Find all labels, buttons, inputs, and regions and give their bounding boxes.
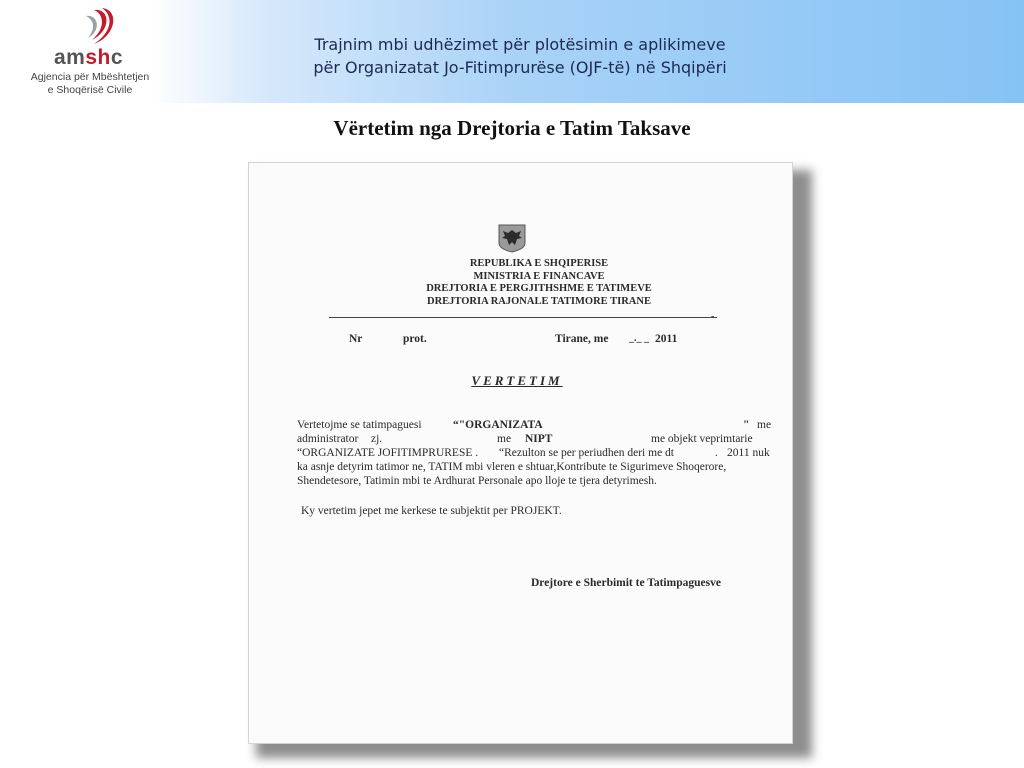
header-title bbox=[270, 33, 770, 79]
body-text: zj. bbox=[371, 433, 383, 445]
header-banner bbox=[0, 0, 1024, 103]
document-year: 2011 bbox=[655, 333, 678, 345]
body-text: " bbox=[743, 419, 750, 431]
date-blank: _._ _ bbox=[629, 333, 649, 344]
certificate-heading: VERTETIM bbox=[471, 373, 563, 388]
scanned-certificate bbox=[248, 162, 793, 744]
body-text: NIPT bbox=[525, 433, 553, 445]
issuing-authority: REPUBLIKA E SHQIPERISE MINISTRIA E FINANCAVE DREJTORIA E PERGJITHSHME E TATIMEVE DREJTORIA RAJONALE TATIMORE TIRANE bbox=[426, 258, 652, 307]
logo-subtitle: Agjencia për Mbështetjen e Shoqërisë Civile bbox=[30, 71, 150, 96]
body-text: me objekt veprimtarie bbox=[651, 433, 753, 445]
body-text: me bbox=[497, 433, 512, 445]
body-text: “"ORGANIZATA bbox=[453, 419, 543, 431]
nr-label: Nr bbox=[349, 333, 363, 345]
amshc-logo bbox=[28, 6, 158, 98]
body-text: ka asnje detyrim tatimor ne, TATIM mbi vleren e shtuar,Kontribute te Sigurimeve Shoqerore, bbox=[297, 461, 727, 473]
body-text: Ky vertetim jepet me kerkese te subjektit per PROJEKT. bbox=[301, 505, 562, 517]
signature-title: Drejtore e Sherbimit te Tatimpaguesve bbox=[531, 577, 721, 589]
body-text: “ORGANIZATE JOFITIMPRURESE . bbox=[297, 447, 479, 459]
logo-wordmark: amshc bbox=[54, 46, 124, 69]
prot-label: prot. bbox=[403, 333, 427, 345]
rule-tick: - bbox=[711, 311, 715, 322]
body-text: me bbox=[757, 419, 772, 431]
albanian-eagle-emblem-icon bbox=[497, 223, 527, 253]
place-date-label: Tirane, me bbox=[555, 333, 609, 345]
body-text: Shendetesore, Tatimin mbi te Ardhurat Personale apo lloje te tjera detyrimesh. bbox=[297, 475, 657, 487]
body-text: 2011 nuk bbox=[727, 447, 770, 459]
header-rule bbox=[329, 317, 717, 318]
slide-title: Vërtetim nga Drejtoria e Tatim Taksave bbox=[333, 116, 691, 140]
body-text: Vertetojme se tatimpaguesi bbox=[297, 419, 422, 431]
body-text: “Rezulton se per periudhen deri me dt bbox=[499, 447, 674, 459]
body-text: . bbox=[715, 447, 718, 459]
header-title-line-2: për Organizatat Jo-Fitimprurëse (OJF-të) në Shqipëri bbox=[313, 58, 727, 77]
body-text: administrator bbox=[297, 433, 359, 445]
header-title-line-1: Trajnim mbi udhëzimet për plotësimin e aplikimeve bbox=[314, 35, 726, 54]
